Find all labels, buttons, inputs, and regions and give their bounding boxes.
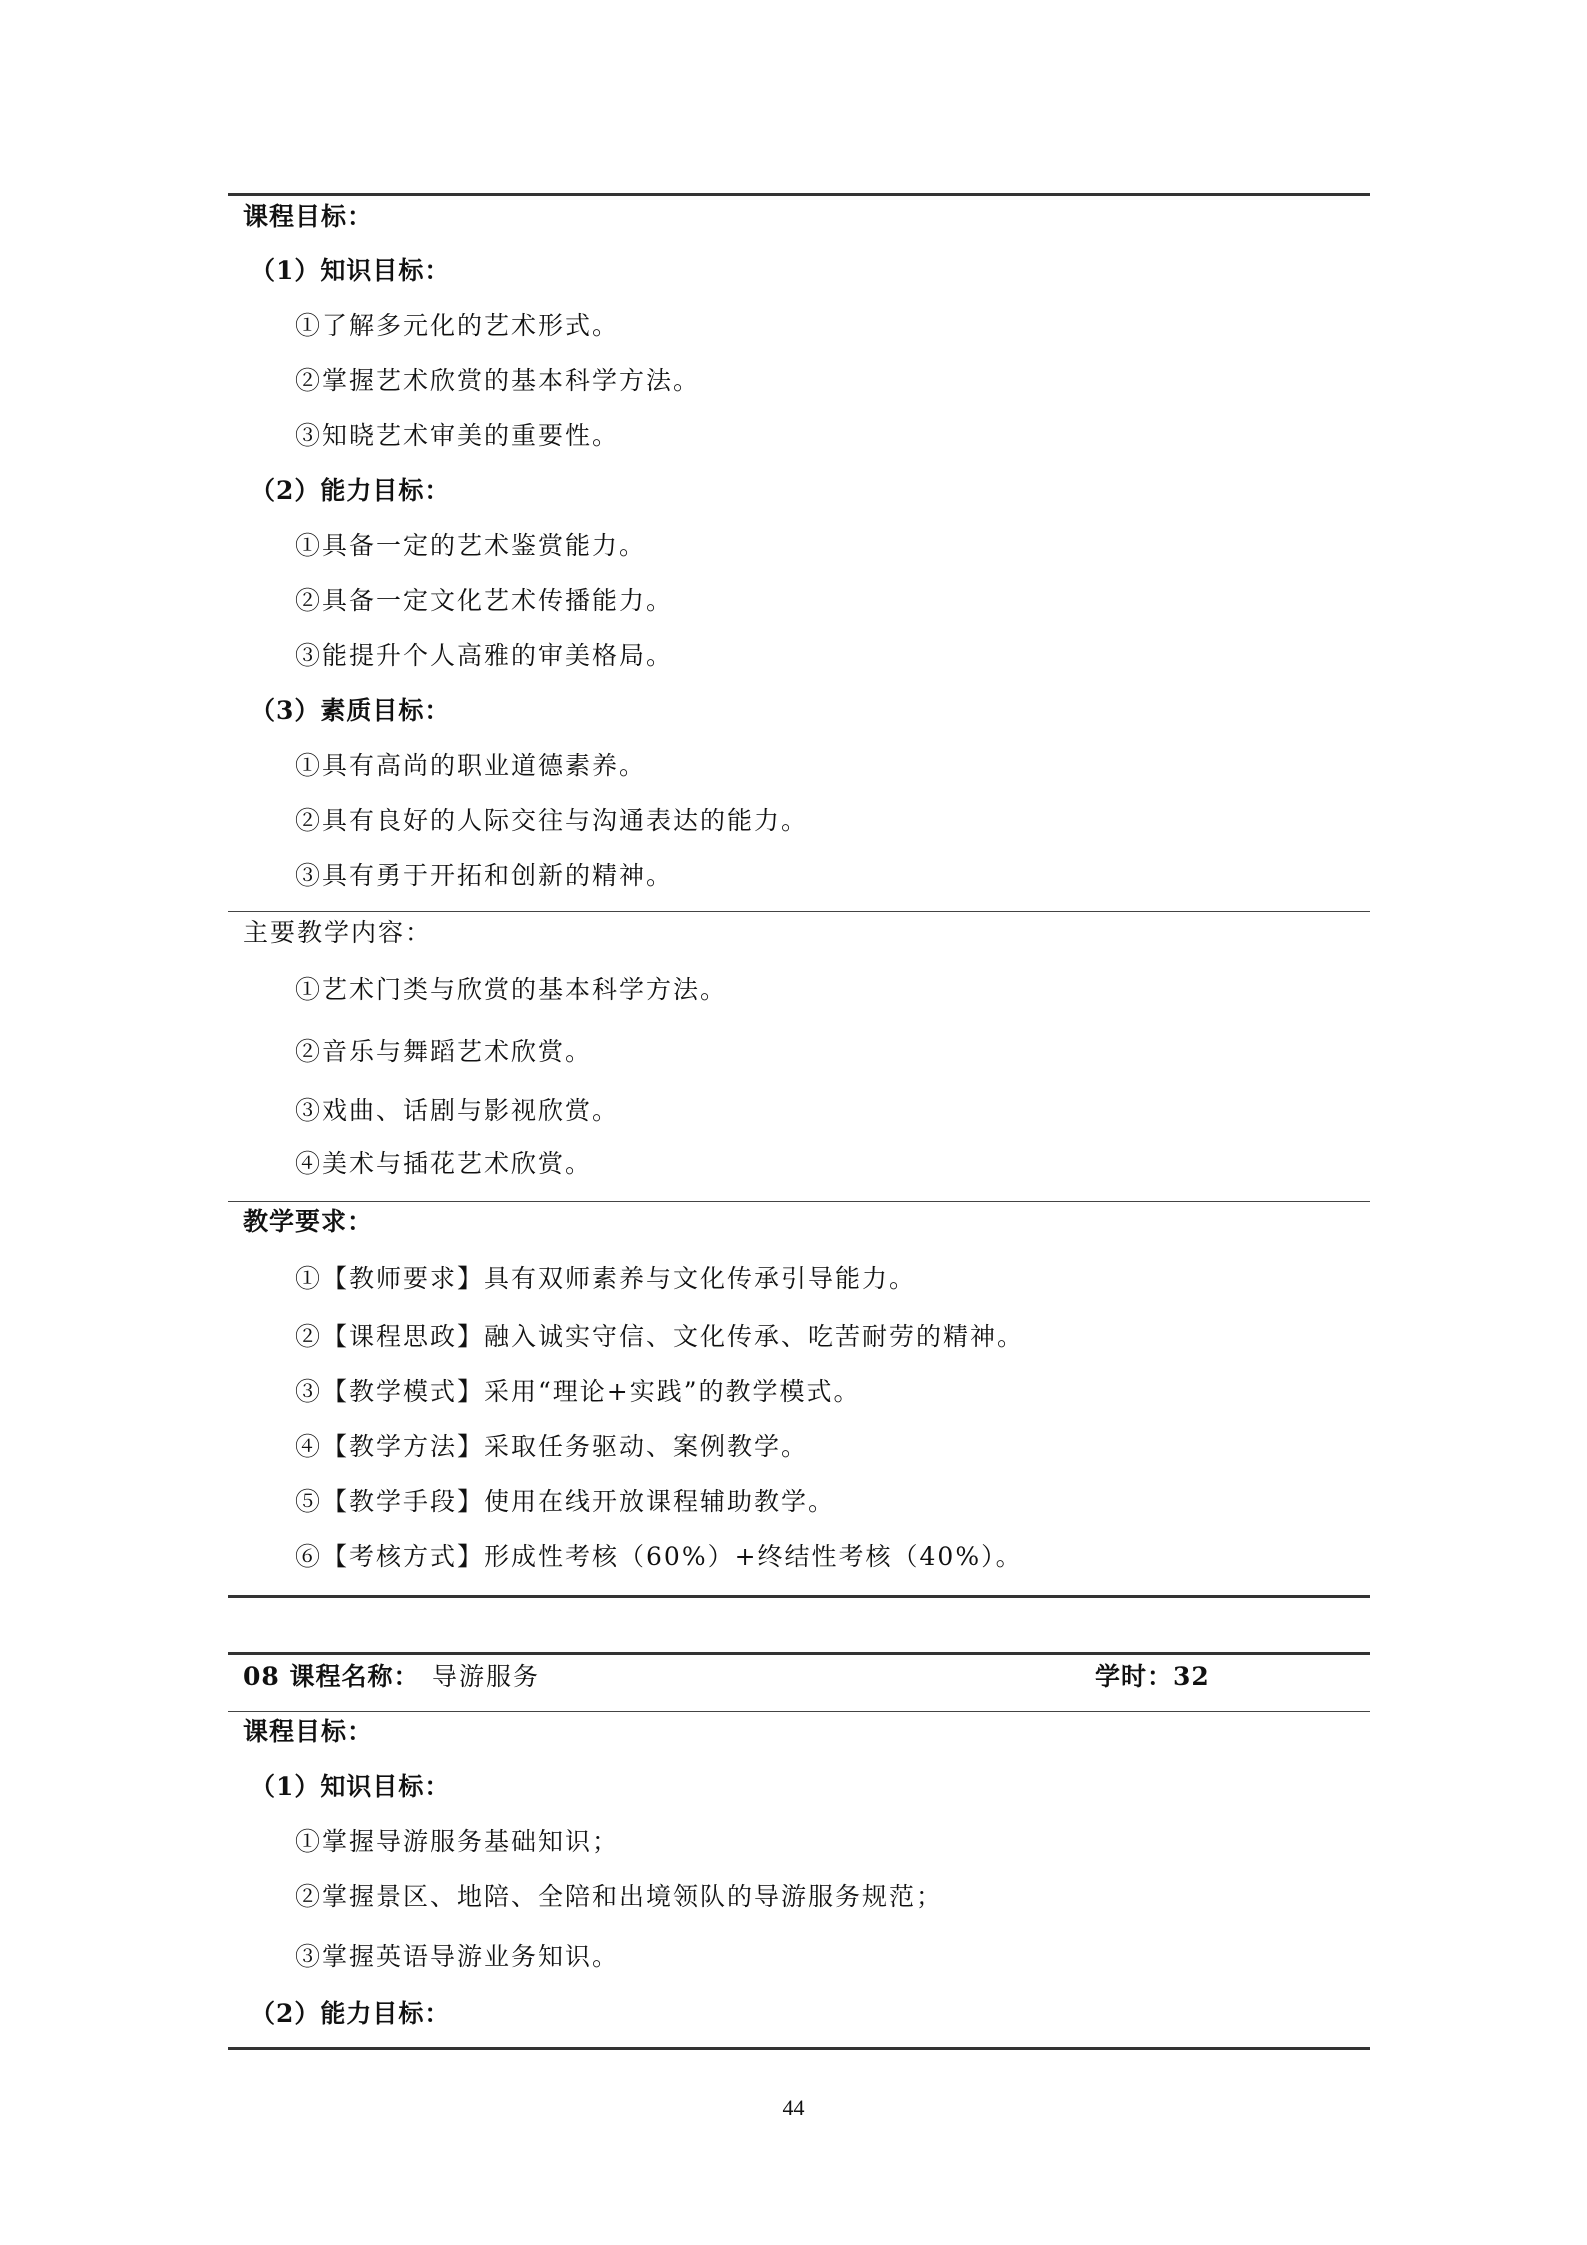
list-item: ③掌握英语导游业务知识。	[295, 1942, 620, 1971]
quality-goals-heading: （3）素质目标：	[250, 696, 451, 725]
list-item: ③能提升个人高雅的审美格局。	[295, 641, 674, 670]
list-item: ③具有勇于开拓和创新的精神。	[295, 861, 674, 890]
list-item: ②【课程思政】融入诚实守信、文化传承、吃苦耐劳的精神。	[295, 1322, 1025, 1351]
knowledge-goals-heading: （1）知识目标：	[250, 1772, 451, 1801]
content-heading: 主要教学内容：	[243, 918, 433, 947]
list-item: ②掌握艺术欣赏的基本科学方法。	[295, 366, 701, 395]
list-item: ④美术与插花艺术欣赏。	[295, 1149, 593, 1178]
list-item: ③戏曲、话剧与影视欣赏。	[295, 1096, 620, 1125]
list-item: ①艺术门类与欣赏的基本科学方法。	[295, 975, 728, 1004]
list-item: ②具有良好的人际交往与沟通表达的能力。	[295, 806, 809, 835]
list-item: ②具备一定文化艺术传播能力。	[295, 586, 674, 615]
list-item: ①了解多元化的艺术形式。	[295, 311, 620, 340]
list-item: ①具有高尚的职业道德素养。	[295, 751, 647, 780]
ability-goals-heading: （2）能力目标：	[250, 476, 451, 505]
list-item: ①具备一定的艺术鉴赏能力。	[295, 531, 647, 560]
list-item: ⑥【考核方式】形成性考核（60%）+终结性考核（40%）。	[295, 1542, 1023, 1571]
list-item: ③【教学模式】采用“理论+实践”的教学模式。	[295, 1377, 861, 1406]
list-item: ①掌握导游服务基础知识；	[295, 1827, 620, 1856]
row-divider	[228, 911, 1370, 912]
list-item: ④【教学方法】采取任务驱动、案例教学。	[295, 1432, 809, 1461]
goals-heading: 课程目标：	[243, 1717, 374, 1746]
table1-top-border	[228, 193, 1370, 196]
row-divider	[228, 1201, 1370, 1202]
table1-bottom-border	[228, 1595, 1370, 1598]
table2-bottom-border	[228, 2047, 1370, 2050]
page-number: 44	[782, 2095, 805, 2120]
knowledge-goals-heading: （1）知识目标：	[250, 256, 451, 285]
list-item: ⑤【教学手段】使用在线开放课程辅助教学。	[295, 1487, 836, 1516]
course-label: 08 课程名称：	[243, 1662, 420, 1691]
requirements-heading: 教学要求：	[243, 1207, 374, 1236]
row-divider	[228, 1711, 1370, 1712]
ability-goals-heading: （2）能力目标：	[250, 1999, 451, 2028]
list-item: ③知晓艺术审美的重要性。	[295, 421, 620, 450]
course-name: 导游服务	[432, 1662, 541, 1691]
list-item: ②掌握景区、地陪、全陪和出境领队的导游服务规范；	[295, 1882, 944, 1911]
course-hours: 学时：32	[1095, 1662, 1210, 1691]
list-item: ②音乐与舞蹈艺术欣赏。	[295, 1037, 593, 1066]
list-item: ①【教师要求】具有双师素养与文化传承引导能力。	[295, 1264, 917, 1293]
table2-top-border	[228, 1652, 1370, 1655]
goals-heading: 课程目标：	[243, 202, 374, 231]
